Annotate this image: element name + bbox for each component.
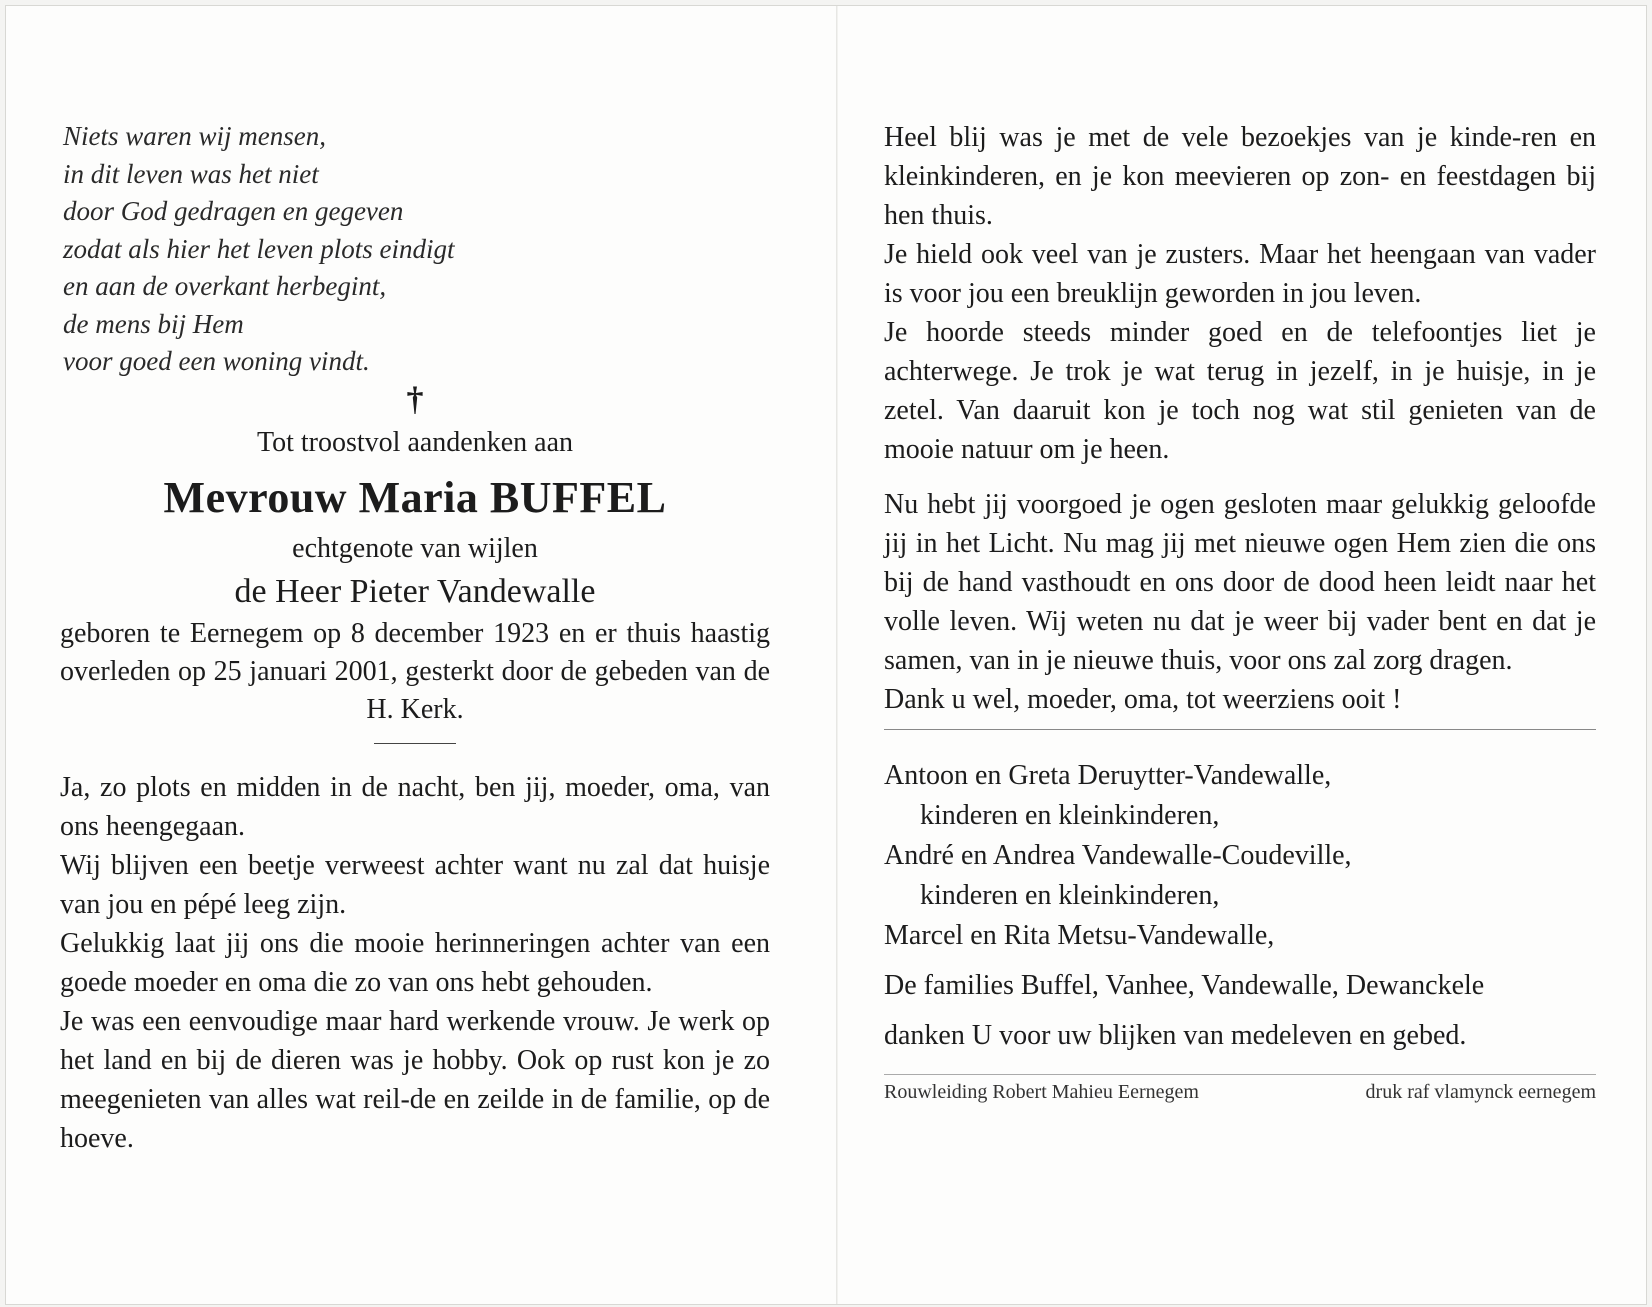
deceased-name: Mevrouw Maria BUFFEL	[163, 472, 667, 522]
poem-line: Niets waren wij mensen,	[63, 121, 326, 151]
poem-line: en aan de overkant herbegint,	[63, 271, 387, 301]
left-page	[60, 118, 770, 1158]
spouse-prefix: echtgenote van wijlen	[292, 532, 538, 564]
signatory: André en Andrea Vandewalle-Coudeville,	[884, 840, 1352, 871]
paragraph: Ja, zo plots en midden in de nacht, ben jij, moeder, oma, van ons heengegaan.	[60, 771, 770, 842]
paragraph: Je hield ook veel van je zusters. Maar het heengaan van vader is voor jou een breuklijn geworden in jou leven.	[884, 239, 1596, 309]
divider	[374, 743, 456, 744]
paragraph: Je hoorde steeds minder goed en de telefoontjes liet je achterwege. Je trok je wat terug in jezelf, in je huisje, in je zetel. Van daaruit kon je toch nog wat stil genieten van de mooie natuur om je heen.	[884, 317, 1596, 465]
paragraph: Gelukkig laat jij ons die mooie herinneringen achter van een goede moeder en oma die zo van ons hebt gehouden.	[60, 927, 770, 998]
signatory: Antoon en Greta Deruytter-Vandewalle,	[884, 760, 1332, 791]
right-body-text-b	[884, 485, 1596, 719]
signatory-sub: kinderen en kleinkinderen,	[920, 800, 1220, 831]
paragraph: Wij blijven een beetje verweest achter want nu zal dat huisje van jou en pépé leeg zijn.	[60, 849, 770, 920]
birth-death-dates: geboren te Eernegem op 8 december 1923 en er thuis haastig overleden op 25 januari 2001, gesterkt door de gebeden van de H. Kerk.	[60, 617, 770, 725]
signatories	[884, 756, 1596, 1056]
paragraph: Nu hebt jij voorgoed je ogen gesloten maar gelukkig geloofde jij in het Licht. Nu mag jij met nieuwe ogen Hem zien die ons bij de hand vasthoudt en ons door de dood heen leidt naar het volle leven. Wij weten nu dat je weer bij vader bent en dat je samen, van in je nieuwe thuis, voor ons zal zorg dragen.	[884, 489, 1596, 676]
spouse-name: de Heer Pieter Vandewalle	[234, 572, 596, 610]
signatory-sub: kinderen en kleinkinderen,	[920, 880, 1220, 911]
left-body-text	[60, 768, 770, 1158]
cross-icon: †	[406, 380, 424, 418]
printer-credit: druk raf vlamynck eernegem	[1365, 1081, 1596, 1103]
poem-line: zodat als hier het leven plots eindigt	[63, 233, 455, 264]
card-fold	[836, 6, 838, 1304]
footer-divider	[884, 1074, 1596, 1075]
divider	[884, 729, 1596, 730]
paragraph: Heel blij was je met de vele bezoekjes van je kinde-ren en kleinkinderen, en je kon meevieren op zon- en feestdagen bij hen thuis.	[884, 122, 1596, 231]
signatory: Marcel en Rita Metsu-Vandewalle,	[884, 920, 1275, 951]
paragraph: Je was een eenvoudige maar hard werkende vrouw. Je werk op het land en bij de dieren was je hobby. Ook op rust kon je zo meegenieten van alles wat reil-de en zeilde in de familie, op de hoeve.	[60, 1005, 770, 1154]
poem-line: door God gedragen en gegeven	[63, 196, 404, 226]
footer	[884, 1079, 1596, 1105]
closing-line: Dank u wel, moeder, oma, tot weerziens ooit !	[884, 684, 1402, 715]
poem	[60, 118, 770, 381]
poem-line: in dit leven was het niet	[63, 158, 319, 189]
right-page	[884, 118, 1596, 1105]
right-body-text-a	[884, 118, 1596, 469]
thanks-line: danken U voor uw blijken van medeleven en gebed.	[884, 1020, 1467, 1051]
poem-line: de mens bij Hem	[63, 308, 244, 339]
poem-line: voor goed een woning vindt.	[63, 346, 370, 376]
families-line: De families Buffel, Vanhee, Vandewalle, Dewanckele	[884, 970, 1485, 1001]
intro-line: Tot troostvol aandenken aan	[256, 426, 574, 458]
funeral-home: Rouwleiding Robert Mahieu Eernegem	[884, 1081, 1199, 1103]
